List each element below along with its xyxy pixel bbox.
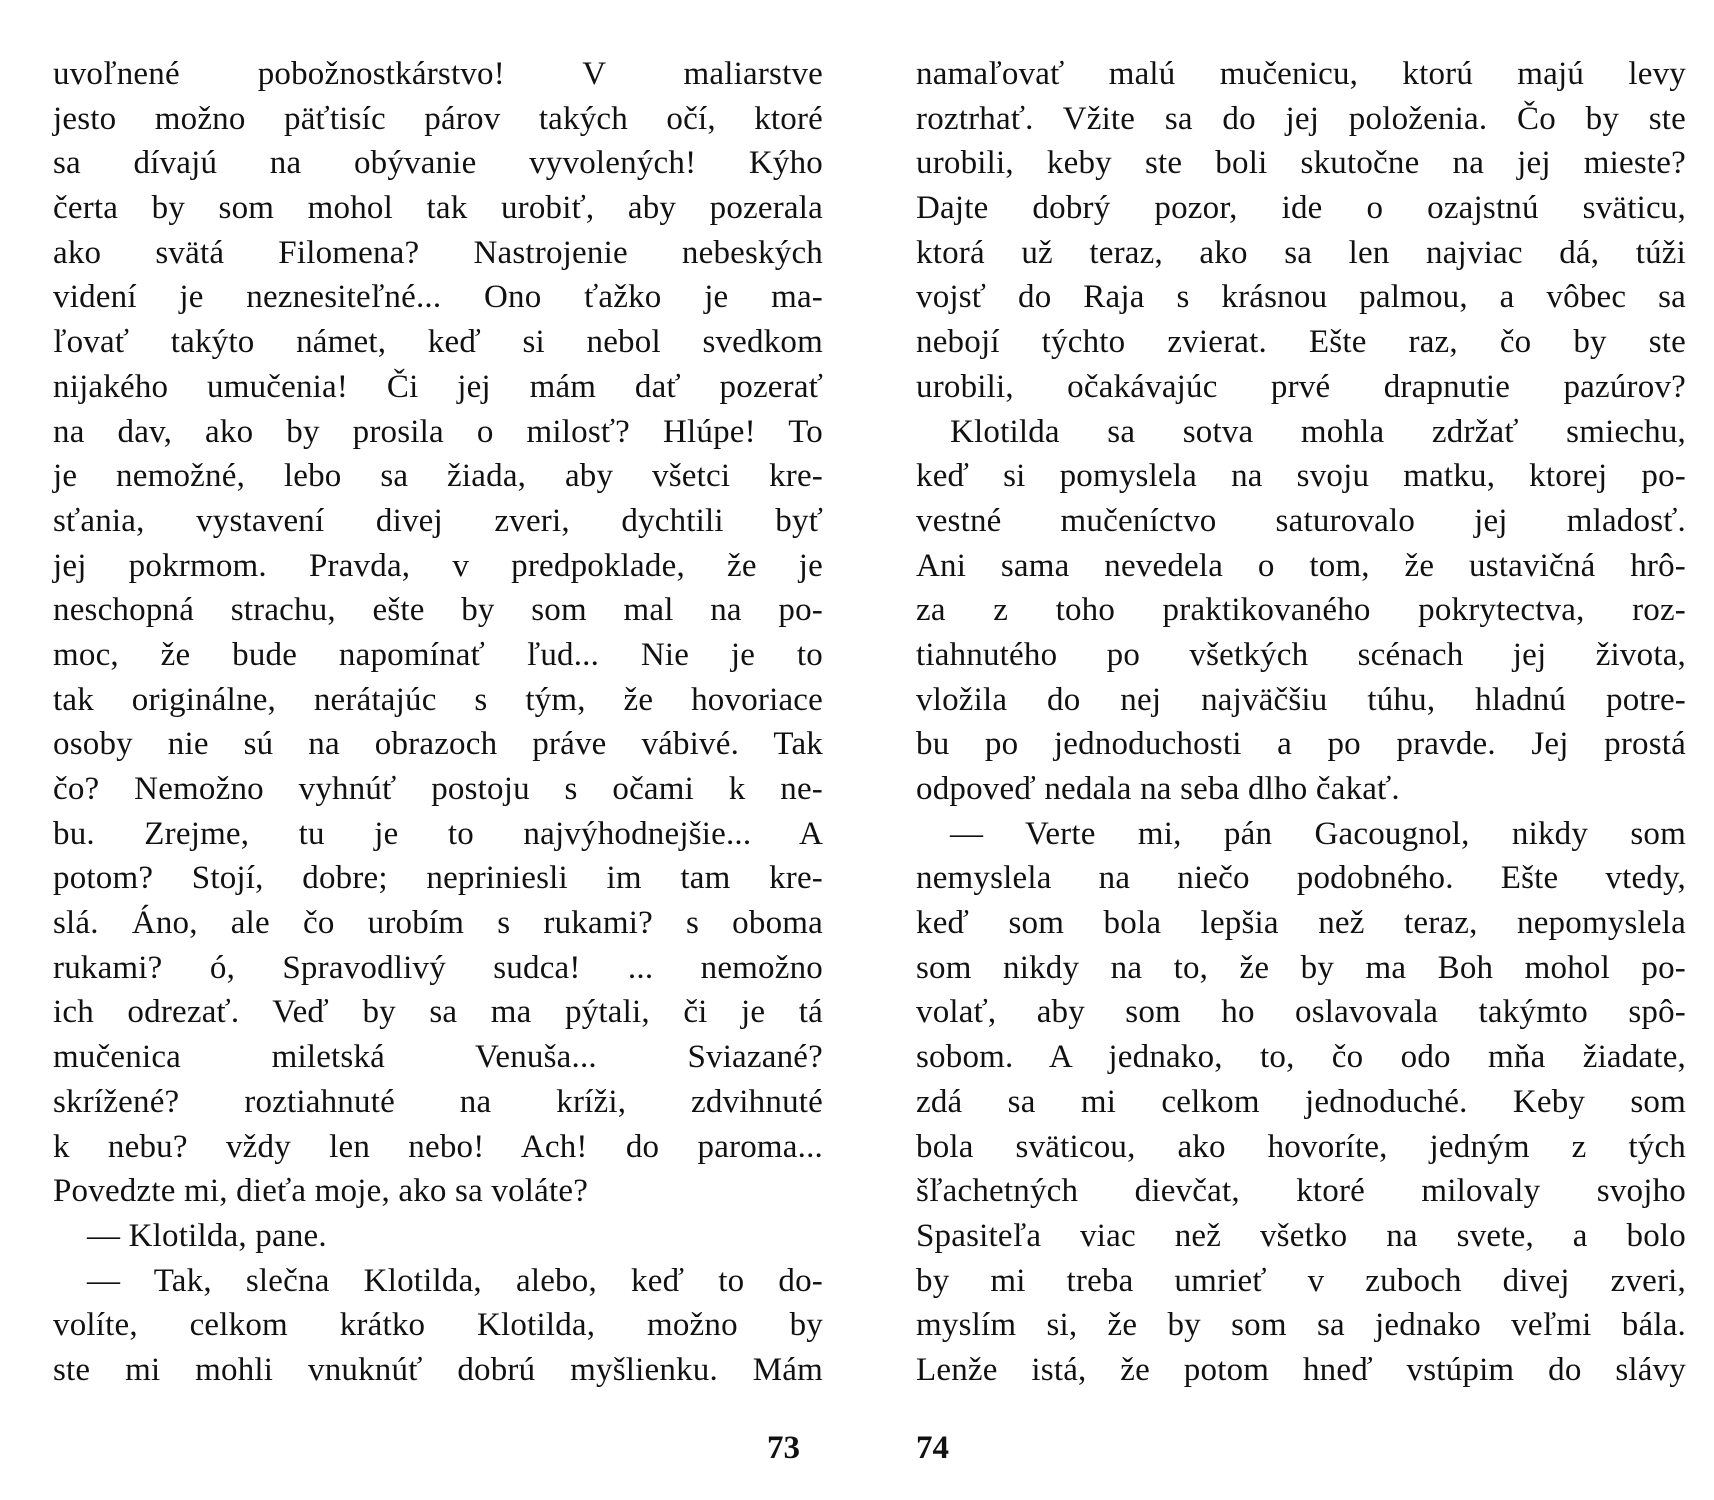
text-line: ich odrezať. Veď by sa ma pýtali, či je tá	[53, 994, 823, 1031]
text-line: skrížené? roztiahnuté na kríži, zdvihnuté	[53, 1083, 823, 1120]
text-line: bola sväticou, ako hovoríte, jedným z tých	[916, 1128, 1686, 1165]
text-line: zdá sa mi celkom jednoduché. Keby som	[916, 1083, 1686, 1120]
text-line: sťania, vystavení divej zveri, dychtili byť	[53, 502, 823, 539]
text-line: Dajte dobrý pozor, ide o ozajstnú sväticu,	[916, 190, 1686, 227]
text-line: potom? Stojí, dobre; nepriniesli im tam kre-	[53, 860, 823, 897]
left-page	[53, 52, 823, 1393]
text-line: myslím si, že by som sa jednako veľmi bála.	[916, 1307, 1686, 1344]
text-line: keď si pomyslela na svoju matku, ktorej po-	[916, 458, 1686, 495]
text-line: urobili, keby ste boli skutočne na jej mieste?	[916, 145, 1686, 182]
text-line: namaľovať malú mučenicu, ktorú majú levy	[916, 56, 1686, 92]
text-line: videní je neznesiteľné... Ono ťažko je ma-	[53, 279, 823, 316]
text-line: moc, že bude napomínať ľud... Nie je to	[53, 636, 823, 673]
text-line: rukami? ó, Spravodlivý sudca! ... nemožno	[53, 949, 823, 986]
text-line: ktorá už teraz, ako sa len najviac dá, túži	[916, 234, 1686, 271]
text-line: volať, aby som ho oslavovala takýmto spô-	[916, 994, 1686, 1031]
right-page	[916, 52, 1686, 1393]
text-line: odpoveď nedala na seba dlho čakať.	[916, 771, 1400, 807]
text-line: k nebu? vždy len nebo! Ach! do paroma...	[53, 1128, 823, 1165]
text-line: vložila do nej najväčšiu túhu, hladnú potre-	[916, 681, 1686, 718]
text-line: Ani sama nevedela o tom, že ustavičná hrô-	[916, 547, 1686, 584]
text-line: jesto možno päťtisíc párov takých očí, ktoré	[53, 100, 823, 137]
text-line: bu po jednoduchosti a po pravde. Jej prostá	[916, 726, 1686, 763]
text-line: čo? Nemožno vyhnúť postoju s očami k ne-	[53, 771, 823, 807]
text-line: nemyslela na niečo podobného. Ešte vtedy,	[916, 860, 1686, 897]
text-line: bu. Zrejme, tu je to najvýhodnejšie... A	[53, 815, 823, 852]
text-line: tak originálne, nerátajúc s tým, že hovoriace	[53, 681, 823, 718]
text-line: ako svätá Filomena? Nastrojenie nebeských	[53, 234, 823, 271]
text-line: som nikdy na to, že by ma Boh mohol po-	[916, 949, 1686, 986]
text-line: ľovať takýto námet, keď si nebol svedkom	[53, 324, 823, 361]
dialogue-line: — Tak, slečna Klotilda, alebo, keď to do-	[87, 1262, 823, 1299]
text-line: za z toho praktikovaného pokrytectva, roz-	[916, 592, 1686, 629]
text-line: nebojí týchto zvierat. Ešte raz, čo by ste	[916, 324, 1686, 361]
text-line: ste mi mohli vnuknúť dobrú myšlienku. Mám	[53, 1351, 823, 1388]
text-line: urobili, očakávajúc prvé drapnutie pazúrov?	[916, 368, 1686, 405]
text-line: je nemožné, lebo sa žiada, aby všetci kre-	[53, 458, 823, 495]
page-number-right: 74	[916, 1430, 949, 1466]
text-line: keď som bola lepšia než teraz, nepomyslela	[916, 905, 1686, 942]
text-line: Lenže istá, že potom hneď vstúpim do slávy	[916, 1351, 1686, 1388]
dialogue-line: — Klotilda, pane.	[87, 1217, 327, 1254]
text-line: slá. Áno, ale čo urobím s rukami? s oboma	[53, 905, 823, 942]
text-line: vojsť do Raja s krásnou palmou, a vôbec sa	[916, 279, 1686, 316]
text-line: Povedzte mi, dieťa moje, ako sa voláte?	[53, 1173, 589, 1210]
text-line: uvoľnené pobožnostkárstvo! V maliarstve	[53, 56, 823, 92]
text-line: roztrhať. Vžite sa do jej položenia. Čo by ste	[916, 100, 1686, 137]
text-line: mučenica miletská Venuša... Sviazané?	[53, 1039, 823, 1076]
text-line: jej pokrmom. Pravda, v predpoklade, že je	[53, 547, 823, 584]
text-line: čerta by som mohol tak urobiť, aby pozerala	[53, 190, 823, 227]
text-line: sobom. A jednako, to, čo odo mňa žiadate,	[916, 1039, 1686, 1076]
text-line: neschopná strachu, ešte by som mal na po-	[53, 592, 823, 629]
dialogue-line: — Verte mi, pán Gacougnol, nikdy som	[950, 815, 1686, 852]
page-number-left: 73	[767, 1430, 800, 1466]
text-line: vestné mučeníctvo saturovalo jej mladosť.	[916, 502, 1686, 539]
text-line: by mi treba umrieť v zuboch divej zveri,	[916, 1262, 1686, 1299]
text-line: tiahnutého po všetkých scénach jej života,	[916, 636, 1686, 673]
text-line: šľachetných dievčat, ktoré milovaly svojho	[916, 1173, 1686, 1210]
text-line: Spasiteľa viac než všetko na svete, a bolo	[916, 1217, 1686, 1254]
text-line: nijakého umučenia! Či jej mám dať pozerať	[53, 368, 823, 405]
text-line: sa dívajú na obývanie vyvolených! Kýho	[53, 145, 823, 182]
text-line: volíte, celkom krátko Klotilda, možno by	[53, 1307, 823, 1344]
text-line: na dav, ako by prosila o milosť? Hlúpe! To	[53, 413, 823, 450]
paragraph-start-line: Klotilda sa sotva mohla zdržať smiechu,	[950, 413, 1686, 450]
text-line: osoby nie sú na obrazoch práve vábivé. Tak	[53, 726, 823, 763]
